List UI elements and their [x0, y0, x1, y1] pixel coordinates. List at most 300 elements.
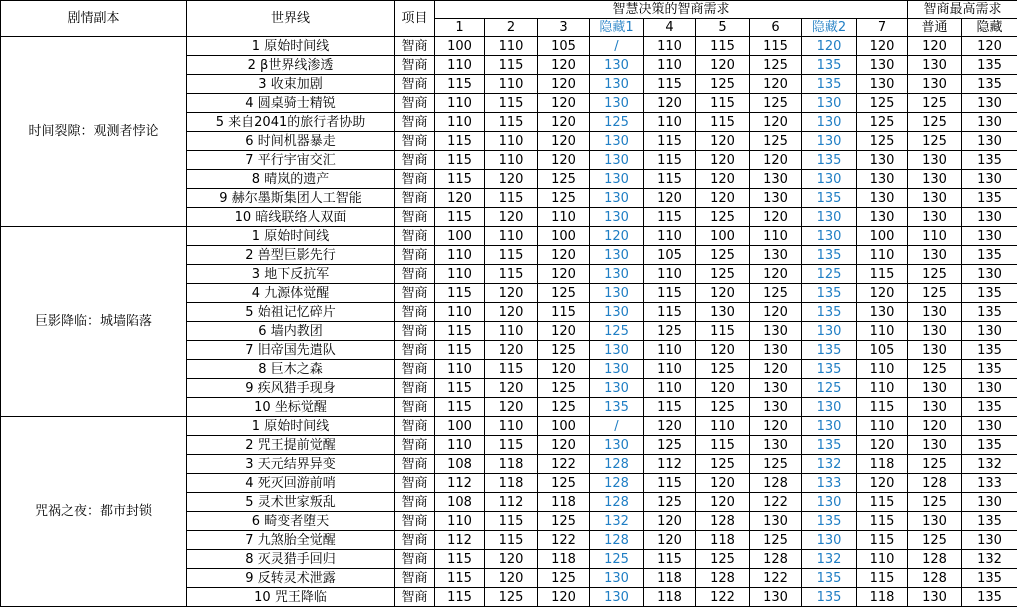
requirement-cell: 115	[644, 474, 696, 493]
header-max-hidden: 隐藏	[962, 19, 1017, 37]
requirement-cell: 120	[644, 417, 696, 436]
dungeon-name-cell: 巨影降临：城墙陷落	[1, 227, 187, 417]
table-body	[1, 1, 1017, 607]
requirement-cell: 115	[485, 265, 538, 284]
requirement-cell: 125	[750, 132, 802, 151]
max-normal-cell: 130	[908, 189, 962, 208]
max-normal-cell: 130	[908, 170, 962, 189]
worldline-cell: 8 巨木之森	[187, 360, 395, 379]
max-normal-cell: 125	[908, 493, 962, 512]
requirement-cell: 125	[696, 265, 750, 284]
item-cell: 智商	[395, 341, 435, 360]
item-cell: 智商	[395, 474, 435, 493]
requirement-cell: 100	[435, 37, 485, 56]
requirement-cell: 115	[435, 208, 485, 227]
hidden-requirement-cell: 130	[802, 113, 857, 132]
hidden-requirement-cell: 130	[590, 360, 644, 379]
item-cell: 智商	[395, 398, 435, 417]
max-hidden-cell: 135	[962, 341, 1017, 360]
max-hidden-cell: 130	[962, 493, 1017, 512]
hidden-requirement-cell: 130	[590, 94, 644, 113]
max-hidden-cell: 130	[962, 265, 1017, 284]
max-hidden-cell: 135	[962, 75, 1017, 94]
hidden-requirement-cell: 135	[802, 284, 857, 303]
item-cell: 智商	[395, 493, 435, 512]
requirement-cell: 110	[644, 37, 696, 56]
requirement-cell: 122	[538, 455, 590, 474]
max-normal-cell: 130	[908, 208, 962, 227]
item-cell: 智商	[395, 379, 435, 398]
requirement-cell: 112	[485, 493, 538, 512]
requirement-cell: 115	[435, 341, 485, 360]
requirement-cell: 120	[538, 132, 590, 151]
max-hidden-cell: 130	[962, 227, 1017, 246]
requirement-cell: 120	[750, 151, 802, 170]
hidden-requirement-cell: 135	[802, 341, 857, 360]
requirement-cell: 130	[696, 303, 750, 322]
hidden-requirement-cell: 135	[802, 246, 857, 265]
item-cell: 智商	[395, 94, 435, 113]
requirement-cell: 120	[485, 550, 538, 569]
hidden-requirement-cell: 128	[590, 455, 644, 474]
max-normal-cell: 125	[908, 94, 962, 113]
requirement-cell: 120	[485, 170, 538, 189]
requirement-cell: 120	[857, 474, 908, 493]
requirement-cell: 110	[644, 360, 696, 379]
hidden-requirement-cell: 135	[802, 436, 857, 455]
max-normal-cell: 130	[908, 303, 962, 322]
requirement-cell: 120	[644, 189, 696, 208]
requirement-cell: 115	[538, 303, 590, 322]
hidden-requirement-cell: 135	[590, 398, 644, 417]
hidden-requirement-cell: 130	[590, 436, 644, 455]
max-normal-cell: 130	[908, 588, 962, 607]
requirement-cell: 120	[696, 379, 750, 398]
dungeon-name-cell: 时间裂隙：观测者悖论	[1, 37, 187, 227]
max-hidden-cell: 135	[962, 284, 1017, 303]
requirement-cell: 130	[857, 151, 908, 170]
hidden-requirement-cell: 135	[802, 56, 857, 75]
requirement-cell: 120	[435, 189, 485, 208]
requirement-cell: 125	[750, 56, 802, 75]
requirement-cell: 110	[485, 75, 538, 94]
requirement-cell: 115	[435, 379, 485, 398]
worldline-cell: 8 灭灵猎手回归	[187, 550, 395, 569]
header-col-7: 7	[857, 19, 908, 37]
requirement-cell: 110	[435, 113, 485, 132]
item-cell: 智商	[395, 360, 435, 379]
requirement-cell: 125	[696, 360, 750, 379]
requirement-cell: 120	[644, 531, 696, 550]
requirement-cell: 115	[644, 208, 696, 227]
requirement-cell: 118	[538, 550, 590, 569]
worldline-cell: 2 兽型巨影先行	[187, 246, 395, 265]
requirement-cell: 110	[857, 550, 908, 569]
max-normal-cell: 130	[908, 151, 962, 170]
hidden-requirement-cell: 130	[590, 151, 644, 170]
worldline-cell: 8 晴岚的遗产	[187, 170, 395, 189]
requirement-cell: 115	[485, 512, 538, 531]
table-row	[1, 37, 1017, 56]
max-hidden-cell: 132	[962, 550, 1017, 569]
header-col-3: 3	[538, 19, 590, 37]
table-row	[1, 227, 1017, 246]
requirement-cell: 120	[485, 398, 538, 417]
requirement-cell: 122	[750, 493, 802, 512]
hidden-requirement-cell: 135	[802, 75, 857, 94]
requirement-cell: 110	[485, 417, 538, 436]
max-normal-cell: 128	[908, 474, 962, 493]
requirement-cell: 115	[435, 398, 485, 417]
max-hidden-cell: 135	[962, 151, 1017, 170]
requirement-cell: 118	[644, 588, 696, 607]
header-col-hidden-2: 隐藏2	[802, 19, 857, 37]
item-cell: 智商	[395, 322, 435, 341]
hidden-requirement-cell: 135	[802, 588, 857, 607]
hidden-requirement-cell: 130	[802, 493, 857, 512]
requirement-cell: 120	[538, 151, 590, 170]
requirement-cell: 115	[696, 94, 750, 113]
worldline-cell: 1 原始时间线	[187, 417, 395, 436]
worldline-cell: 10 暗线联络人双面	[187, 208, 395, 227]
requirement-cell: 120	[485, 379, 538, 398]
requirement-cell: 110	[857, 246, 908, 265]
max-normal-cell: 125	[908, 132, 962, 151]
item-cell: 智商	[395, 113, 435, 132]
item-cell: 智商	[395, 436, 435, 455]
max-hidden-cell: 132	[962, 455, 1017, 474]
requirement-cell: 100	[538, 227, 590, 246]
hidden-requirement-cell: 128	[590, 474, 644, 493]
header-dungeon: 剧情副本	[1, 1, 187, 37]
max-normal-cell: 130	[908, 379, 962, 398]
worldline-cell: 5 始祖记忆碎片	[187, 303, 395, 322]
item-cell: 智商	[395, 417, 435, 436]
item-cell: 智商	[395, 170, 435, 189]
max-normal-cell: 130	[908, 398, 962, 417]
requirement-cell: 110	[485, 322, 538, 341]
item-cell: 智商	[395, 246, 435, 265]
hidden-requirement-cell: 135	[802, 151, 857, 170]
max-normal-cell: 130	[908, 246, 962, 265]
max-normal-cell: 130	[908, 512, 962, 531]
requirement-cell: 115	[485, 360, 538, 379]
worldline-cell: 10 咒王降临	[187, 588, 395, 607]
requirement-cell: 110	[435, 265, 485, 284]
worldline-cell: 4 死灭回游前哨	[187, 474, 395, 493]
requirement-cell: 115	[644, 303, 696, 322]
hidden-requirement-cell: 135	[802, 512, 857, 531]
requirement-cell: 125	[696, 455, 750, 474]
requirement-cell: 120	[538, 56, 590, 75]
hidden-requirement-cell: 135	[802, 569, 857, 588]
requirement-cell: 120	[857, 37, 908, 56]
worldline-cell: 3 地下反抗军	[187, 265, 395, 284]
item-cell: 智商	[395, 56, 435, 75]
requirement-cell: 125	[538, 379, 590, 398]
item-cell: 智商	[395, 208, 435, 227]
requirement-cell: 110	[644, 265, 696, 284]
max-normal-cell: 125	[908, 284, 962, 303]
max-normal-cell: 120	[908, 417, 962, 436]
item-cell: 智商	[395, 303, 435, 322]
requirement-cell: 125	[857, 94, 908, 113]
hidden-requirement-cell: 130	[590, 265, 644, 284]
worldline-cell: 1 原始时间线	[187, 227, 395, 246]
requirement-cell: 125	[750, 94, 802, 113]
worldline-cell: 6 畸变者堕天	[187, 512, 395, 531]
requirement-cell: 110	[857, 322, 908, 341]
max-normal-cell: 130	[908, 341, 962, 360]
item-cell: 智商	[395, 531, 435, 550]
requirement-cell: 112	[644, 455, 696, 474]
worldline-cell: 6 时间机器暴走	[187, 132, 395, 151]
requirement-cell: 120	[538, 246, 590, 265]
requirement-cell: 115	[696, 436, 750, 455]
requirement-cell: 120	[857, 436, 908, 455]
requirement-cell: 110	[435, 436, 485, 455]
max-hidden-cell: 133	[962, 474, 1017, 493]
item-cell: 智商	[395, 189, 435, 208]
requirement-cell: 110	[485, 227, 538, 246]
requirement-cell: 125	[538, 474, 590, 493]
requirement-cell: 110	[644, 227, 696, 246]
max-hidden-cell: 130	[962, 170, 1017, 189]
requirement-cell: 125	[750, 284, 802, 303]
requirement-cell: 122	[696, 588, 750, 607]
requirement-cell: 115	[644, 151, 696, 170]
header-group-max: 智商最高需求	[908, 1, 1017, 19]
max-hidden-cell: 130	[962, 379, 1017, 398]
hidden-requirement-cell: 135	[802, 303, 857, 322]
requirement-cell: 108	[435, 455, 485, 474]
requirement-cell: 120	[696, 341, 750, 360]
requirement-cell: 125	[644, 493, 696, 512]
requirement-cell: 105	[538, 37, 590, 56]
item-cell: 智商	[395, 37, 435, 56]
requirement-cell: 100	[538, 417, 590, 436]
hidden-requirement-cell: /	[590, 37, 644, 56]
requirement-cell: 125	[696, 208, 750, 227]
hidden-requirement-cell: 120	[590, 227, 644, 246]
worldline-cell: 6 墙内教团	[187, 322, 395, 341]
item-cell: 智商	[395, 569, 435, 588]
requirement-cell: 110	[485, 37, 538, 56]
max-hidden-cell: 130	[962, 208, 1017, 227]
worldline-cell: 9 赫尔墨斯集团人工智能	[187, 189, 395, 208]
requirement-cell: 115	[644, 398, 696, 417]
requirement-cell: 115	[435, 284, 485, 303]
hidden-requirement-cell: 132	[802, 550, 857, 569]
requirement-cell: 120	[696, 284, 750, 303]
requirement-cell: 120	[538, 360, 590, 379]
requirement-cell: 130	[750, 436, 802, 455]
header-col-4: 4	[644, 19, 696, 37]
requirement-cell: 115	[644, 75, 696, 94]
hidden-requirement-cell: 130	[590, 284, 644, 303]
worldline-cell: 4 圆桌骑士精锐	[187, 94, 395, 113]
requirement-cell: 120	[696, 493, 750, 512]
max-normal-cell: 130	[908, 436, 962, 455]
requirement-cell: 110	[435, 94, 485, 113]
requirement-cell: 120	[538, 113, 590, 132]
max-normal-cell: 130	[908, 322, 962, 341]
requirement-cell: 120	[538, 75, 590, 94]
requirement-cell: 115	[857, 265, 908, 284]
max-hidden-cell: 135	[962, 398, 1017, 417]
requirement-cell: 112	[435, 474, 485, 493]
requirement-cell: 115	[696, 322, 750, 341]
requirement-cell: 125	[857, 132, 908, 151]
requirement-cell: 115	[435, 588, 485, 607]
max-hidden-cell: 135	[962, 588, 1017, 607]
requirement-cell: 120	[750, 265, 802, 284]
max-normal-cell: 128	[908, 550, 962, 569]
requirement-cell: 115	[435, 569, 485, 588]
requirement-cell: 105	[857, 341, 908, 360]
worldline-cell: 10 坐标觉醒	[187, 398, 395, 417]
hidden-requirement-cell: 130	[590, 208, 644, 227]
hidden-requirement-cell: 132	[590, 512, 644, 531]
requirement-cell: 110	[435, 360, 485, 379]
requirement-cell: 115	[750, 37, 802, 56]
requirement-cell: 122	[750, 569, 802, 588]
requirement-cell: 115	[485, 531, 538, 550]
requirement-cell: 100	[857, 227, 908, 246]
requirement-cell: 120	[538, 436, 590, 455]
hidden-requirement-cell: 130	[590, 379, 644, 398]
requirement-cell: 120	[485, 303, 538, 322]
hidden-requirement-cell: 132	[802, 455, 857, 474]
table-row	[1, 417, 1017, 436]
requirement-cell: 115	[644, 132, 696, 151]
requirement-cell: 120	[644, 94, 696, 113]
requirement-cell: 120	[750, 208, 802, 227]
requirement-cell: 110	[857, 417, 908, 436]
worldline-cell: 9 疾风猎手现身	[187, 379, 395, 398]
header-col-2: 2	[485, 19, 538, 37]
hidden-requirement-cell: 125	[590, 322, 644, 341]
max-hidden-cell: 120	[962, 37, 1017, 56]
requirement-cell: 125	[538, 569, 590, 588]
requirement-cell: 120	[750, 303, 802, 322]
max-normal-cell: 128	[908, 569, 962, 588]
hidden-requirement-cell: 130	[590, 246, 644, 265]
hidden-requirement-cell: 130	[590, 75, 644, 94]
item-cell: 智商	[395, 265, 435, 284]
item-cell: 智商	[395, 132, 435, 151]
item-cell: 智商	[395, 151, 435, 170]
hidden-requirement-cell: 125	[802, 379, 857, 398]
requirement-cell: 115	[857, 398, 908, 417]
requirement-cell: 120	[485, 208, 538, 227]
requirement-cell: 125	[485, 588, 538, 607]
hidden-requirement-cell: 125	[590, 113, 644, 132]
requirement-cell: 120	[696, 151, 750, 170]
requirement-cell: 120	[644, 512, 696, 531]
max-hidden-cell: 135	[962, 189, 1017, 208]
requirement-cell: 115	[857, 569, 908, 588]
item-cell: 智商	[395, 550, 435, 569]
requirement-cell: 130	[750, 341, 802, 360]
hidden-requirement-cell: 130	[802, 531, 857, 550]
requirement-cell: 130	[750, 246, 802, 265]
header-world: 世界线	[187, 1, 395, 37]
requirement-cell: 110	[435, 303, 485, 322]
worldline-cell: 1 原始时间线	[187, 37, 395, 56]
worldline-cell: 3 天元结界异变	[187, 455, 395, 474]
requirement-cell: 115	[435, 170, 485, 189]
requirement-cell: 110	[435, 56, 485, 75]
requirement-cell: 120	[696, 189, 750, 208]
max-hidden-cell: 135	[962, 360, 1017, 379]
hidden-requirement-cell: 130	[590, 341, 644, 360]
max-hidden-cell: 130	[962, 417, 1017, 436]
requirement-cell: 125	[696, 550, 750, 569]
item-cell: 智商	[395, 227, 435, 246]
requirement-cell: 100	[696, 227, 750, 246]
hidden-requirement-cell: 130	[590, 303, 644, 322]
requirement-cell: 110	[435, 246, 485, 265]
requirement-cell: 130	[750, 322, 802, 341]
requirement-cell: 115	[857, 531, 908, 550]
requirement-cell: 130	[857, 75, 908, 94]
requirement-cell: 120	[696, 170, 750, 189]
requirement-cell: 125	[750, 531, 802, 550]
requirement-cell: 115	[696, 113, 750, 132]
hidden-requirement-cell: 135	[802, 189, 857, 208]
requirement-cell: 122	[538, 531, 590, 550]
requirement-cell: 125	[696, 398, 750, 417]
requirement-cell: 110	[857, 379, 908, 398]
header-col-hidden-1: 隐藏1	[590, 19, 644, 37]
requirement-cell: 120	[750, 75, 802, 94]
item-cell: 智商	[395, 284, 435, 303]
requirement-cell: 115	[435, 132, 485, 151]
max-hidden-cell: 130	[962, 322, 1017, 341]
requirement-cell: 120	[696, 56, 750, 75]
requirement-cell: 130	[750, 189, 802, 208]
requirement-cell: 110	[435, 512, 485, 531]
worldline-cell: 7 九煞胎全觉醒	[187, 531, 395, 550]
requirement-cell: 130	[857, 303, 908, 322]
requirement-cell: 110	[644, 379, 696, 398]
max-hidden-cell: 130	[962, 113, 1017, 132]
requirement-cell: 115	[485, 189, 538, 208]
header-col-5: 5	[696, 19, 750, 37]
requirement-cell: 115	[696, 37, 750, 56]
hidden-requirement-cell: 130	[590, 56, 644, 75]
requirement-cell: 125	[538, 284, 590, 303]
hidden-requirement-cell: 130	[590, 132, 644, 151]
requirement-cell: 115	[644, 170, 696, 189]
item-cell: 智商	[395, 75, 435, 94]
requirement-cell: 125	[750, 455, 802, 474]
max-normal-cell: 125	[908, 531, 962, 550]
requirement-cell: 125	[644, 436, 696, 455]
hidden-requirement-cell: 130	[590, 588, 644, 607]
requirement-cell: 115	[644, 284, 696, 303]
hidden-requirement-cell: 125	[590, 550, 644, 569]
requirement-cell: 125	[538, 170, 590, 189]
hidden-requirement-cell: 120	[802, 37, 857, 56]
requirement-cell: 115	[485, 436, 538, 455]
max-hidden-cell: 135	[962, 569, 1017, 588]
requirement-cell: 112	[435, 531, 485, 550]
requirement-cell: 130	[750, 170, 802, 189]
worldline-cell: 2 咒王提前觉醒	[187, 436, 395, 455]
requirement-cell: 115	[857, 512, 908, 531]
